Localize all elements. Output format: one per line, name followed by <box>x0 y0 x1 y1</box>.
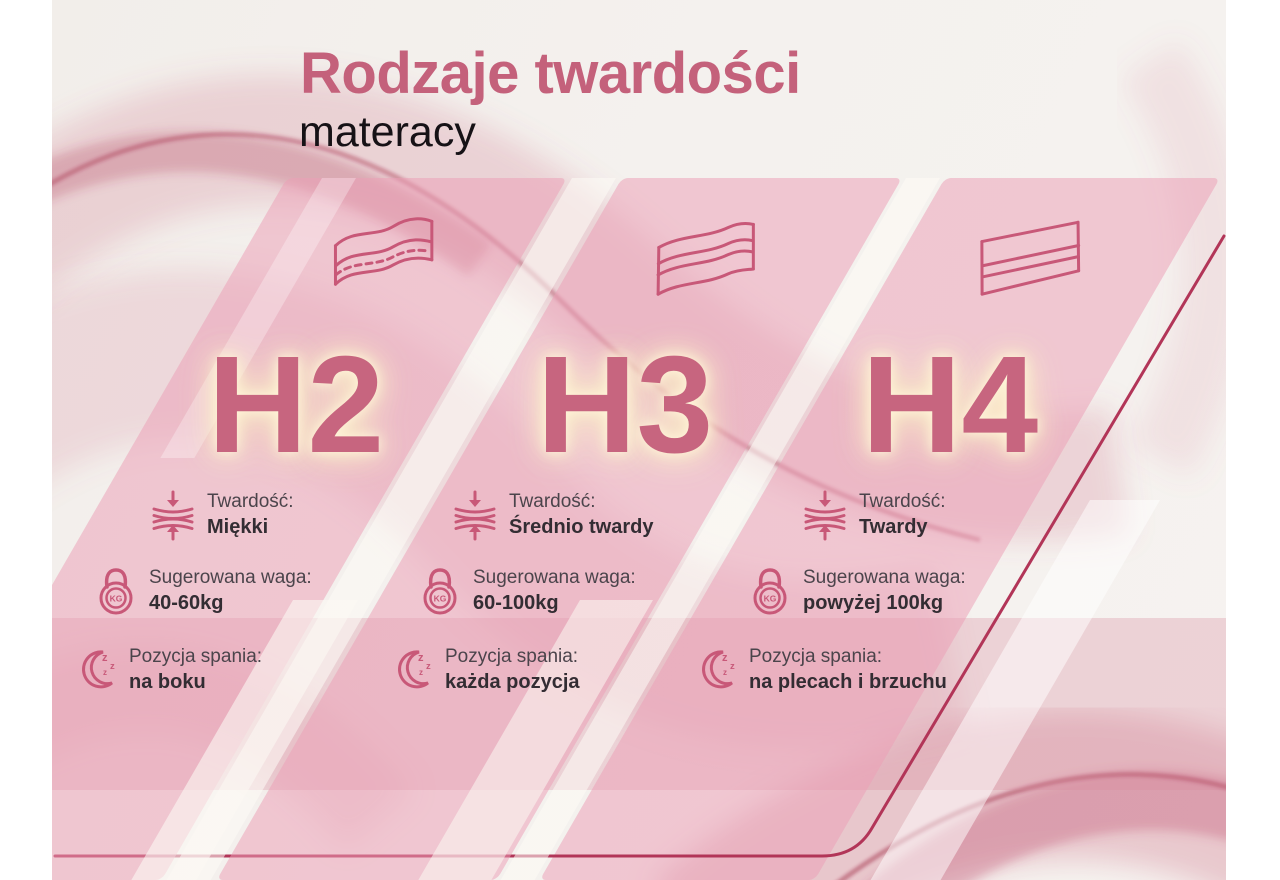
compress-icon <box>150 489 196 541</box>
hardness-value: Twardy <box>859 515 928 538</box>
page-subtitle: materacy <box>299 108 476 156</box>
compress-icon <box>452 489 498 541</box>
sleep-position-label: Pozycja spania: <box>749 646 883 667</box>
z-glyph: z <box>102 651 108 664</box>
hardness-grade-h4: H4 <box>861 328 1039 482</box>
hardness-grade-h2: H2 <box>207 328 385 482</box>
sleep-position-value: każda pozycja <box>445 670 580 693</box>
weight-value: 60-100kg <box>473 591 559 614</box>
kg-label: KG <box>109 593 123 604</box>
z-glyph: z <box>110 660 115 672</box>
z-glyph: z <box>426 660 431 672</box>
hardness-row <box>150 489 294 541</box>
z-glyph: z <box>418 651 424 664</box>
weight-value: powyżej 100kg <box>803 591 944 614</box>
sleep-position-value: na boku <box>129 670 206 693</box>
sleep-position-row <box>696 645 947 695</box>
weight-label: Sugerowana waga: <box>473 567 636 589</box>
weight-label: Sugerowana waga: <box>803 567 966 589</box>
z-glyph: z <box>419 667 423 677</box>
z-glyph: z <box>722 651 728 664</box>
kettlebell-kg-icon <box>418 566 462 616</box>
mattress-firm-icon <box>965 207 1099 321</box>
sleep-position-row <box>392 645 580 695</box>
moon-zzz-icon <box>76 647 118 693</box>
weight-value: 40-60kg <box>149 591 224 614</box>
weight-row <box>748 566 966 616</box>
kg-label: KG <box>763 593 777 604</box>
z-glyph: z <box>723 667 727 677</box>
hardness-grade-h3: H3 <box>536 328 714 482</box>
moon-zzz-icon <box>696 647 738 693</box>
kettlebell-kg-icon <box>748 566 792 616</box>
hardness-label: Twardość: <box>859 491 946 513</box>
hardness-value: Średnio twardy <box>509 515 654 538</box>
weight-label: Sugerowana waga: <box>149 567 312 589</box>
z-glyph: z <box>103 667 107 677</box>
hardness-row <box>452 489 653 541</box>
page-title: Rodzaje twardości <box>300 41 801 106</box>
kettlebell-kg-icon <box>94 566 138 616</box>
hardness-value: Miękki <box>207 515 269 538</box>
hardness-label: Twardość: <box>509 491 596 513</box>
z-glyph: z <box>730 660 735 672</box>
right-white-margin <box>1226 0 1280 880</box>
weight-row <box>418 566 636 616</box>
sleep-position-value: na plecach i brzuchu <box>749 670 947 693</box>
left-white-margin <box>0 0 52 880</box>
compress-icon <box>802 489 848 541</box>
sleep-position-label: Pozycja spania: <box>445 646 579 667</box>
hardness-row <box>802 489 946 541</box>
weight-row <box>94 566 312 616</box>
sleep-position-label: Pozycja spania: <box>129 646 263 667</box>
moon-zzz-icon <box>392 647 434 693</box>
hardness-label: Twardość: <box>207 491 294 513</box>
kg-label: KG <box>433 593 447 604</box>
mattress-medium-icon <box>641 207 775 321</box>
mattress-soft-icon <box>319 201 453 315</box>
sleep-position-row <box>76 645 262 695</box>
